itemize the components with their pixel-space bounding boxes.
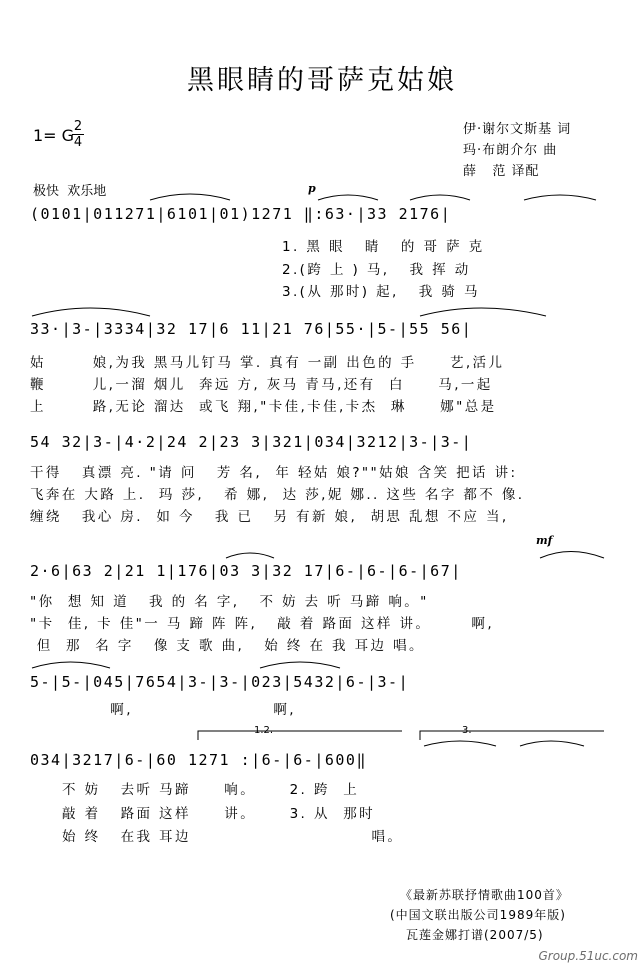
translator-credit: 薛 范 译配 bbox=[463, 164, 540, 179]
system-2-notes: 33·|3-|3334|32 17|6 11|21 76|55·|5-|55 56| bbox=[30, 320, 473, 338]
dynamic-p: p bbox=[308, 182, 316, 195]
site-watermark: Group.51uc.com bbox=[538, 949, 638, 963]
song-title: 黑眼睛的哥萨克姑娘 bbox=[187, 65, 457, 96]
system-6-notes: 034|3217|6-|60 1271 :|6-|6-|600‖ bbox=[30, 751, 367, 769]
system-1-lyric-verse-3: 3.(从 那时) 起, 我 骑 马 bbox=[282, 284, 480, 300]
system-3-lyric-verse-2: 飞奔在 大路 上. 玛 莎, 希 娜, 达 莎,妮 娜.. 这些 名字 都不 像. bbox=[30, 487, 525, 503]
system-1-notes: (0101|011271|6101|01)1271 ‖:63·|33 2176| bbox=[30, 205, 452, 223]
system-2-lyric-verse-3: 上 路,无论 溜达 或飞 翔,"卡佳,卡佳,卡杰 琳 娜"总是 bbox=[30, 399, 497, 415]
system-6-lyric-verse-1: 不 妨 去听 马蹄 响。 2. 跨 上 bbox=[62, 782, 360, 798]
system-4-lyric-verse-2: "卡 佳, 卡 佳"一 马 蹄 阵 阵, 敲 着 路面 这样 讲。 啊, bbox=[30, 616, 495, 632]
system-3-lyric-verse-1: 干得 真漂 亮. "请 问 芳 名, 年 轻姑 娘?""姑娘 含笑 把话 讲: bbox=[30, 465, 518, 481]
system-6-lyric-verse-3: 始 终 在我 耳边 唱。 bbox=[62, 829, 404, 845]
slur-mark bbox=[410, 195, 470, 200]
tie-mark bbox=[32, 662, 110, 668]
second-ending-label: 3. bbox=[462, 725, 472, 736]
source-publisher: (中国文联出版公司1989年版) bbox=[390, 908, 566, 922]
system-4-lyric-verse-3: 但 那 名 字 像 支 歌 曲, 始 终 在 我 耳边 唱。 bbox=[30, 638, 425, 654]
tie-mark bbox=[540, 552, 604, 559]
tie-mark bbox=[424, 741, 496, 746]
slur-mark bbox=[524, 195, 596, 200]
dynamic-mf: mf bbox=[536, 534, 553, 547]
system-3-notes: 54 32|3-|4·2|24 2|23 3|321|034|3212|3-|3-| bbox=[30, 433, 473, 451]
tie-mark bbox=[260, 662, 340, 668]
tie-mark bbox=[420, 308, 546, 316]
lyricist-credit: 伊·谢尔文斯基 词 bbox=[463, 122, 572, 137]
system-6-lyric-verse-2: 敲 着 路面 这样 讲。 3. 从 那时 bbox=[62, 806, 376, 822]
second-ending-bracket bbox=[420, 731, 604, 740]
system-3-lyric-verse-3: 缠绕 我心 房. 如 今 我 已 另 有新 娘, 胡思 乱想 不应 当, bbox=[30, 509, 509, 525]
system-4-notes: 2·6|63 2|21 1|176|03 3|32 17|6-|6-|6-|67| bbox=[30, 562, 462, 580]
tie-mark bbox=[32, 308, 150, 316]
first-ending-label: 1.2. bbox=[254, 725, 274, 736]
system-5-lyric: 啊, 啊, bbox=[30, 702, 296, 718]
system-2-lyric-verse-1: 姑 娘,为我 黑马儿钉马 掌. 真有 一副 出色的 手 艺,活儿 bbox=[30, 355, 505, 371]
tempo-marking: 极快 欢乐地 bbox=[33, 184, 107, 199]
slur-mark bbox=[150, 194, 230, 200]
system-4-lyric-verse-1: "你 想 知 道 我 的 名 字, 不 妨 去 听 马蹄 响。" bbox=[30, 594, 429, 610]
composer-credit: 玛·布朗介尔 曲 bbox=[463, 143, 558, 158]
tie-mark bbox=[520, 741, 584, 746]
transcriber-credit: 瓦莲金娜打谱(2007/5) bbox=[406, 928, 544, 942]
first-ending-bracket bbox=[198, 731, 402, 740]
system-5-notes: 5-|5-|045|7654|3-|3-|023|5432|6-|3-| bbox=[30, 673, 410, 691]
source-book: 《最新苏联抒情歌曲100首》 bbox=[400, 888, 569, 902]
time-signature-bottom: 4 bbox=[73, 135, 83, 150]
key-signature: 1= G bbox=[33, 126, 75, 145]
slur-mark bbox=[318, 195, 378, 200]
system-1-lyric-verse-2: 2.(跨 上 ) 马, 我 挥 动 bbox=[282, 262, 471, 278]
slur-mark bbox=[226, 553, 274, 558]
system-2-lyric-verse-2: 鞭 儿,一溜 烟儿 奔远 方, 灰马 青马,还有 白 马,一起 bbox=[30, 377, 493, 393]
system-1-lyric-verse-1: 1. 黑 眼 睛 的 哥 萨 克 bbox=[282, 239, 485, 255]
time-signature-top: 2 bbox=[73, 119, 83, 134]
